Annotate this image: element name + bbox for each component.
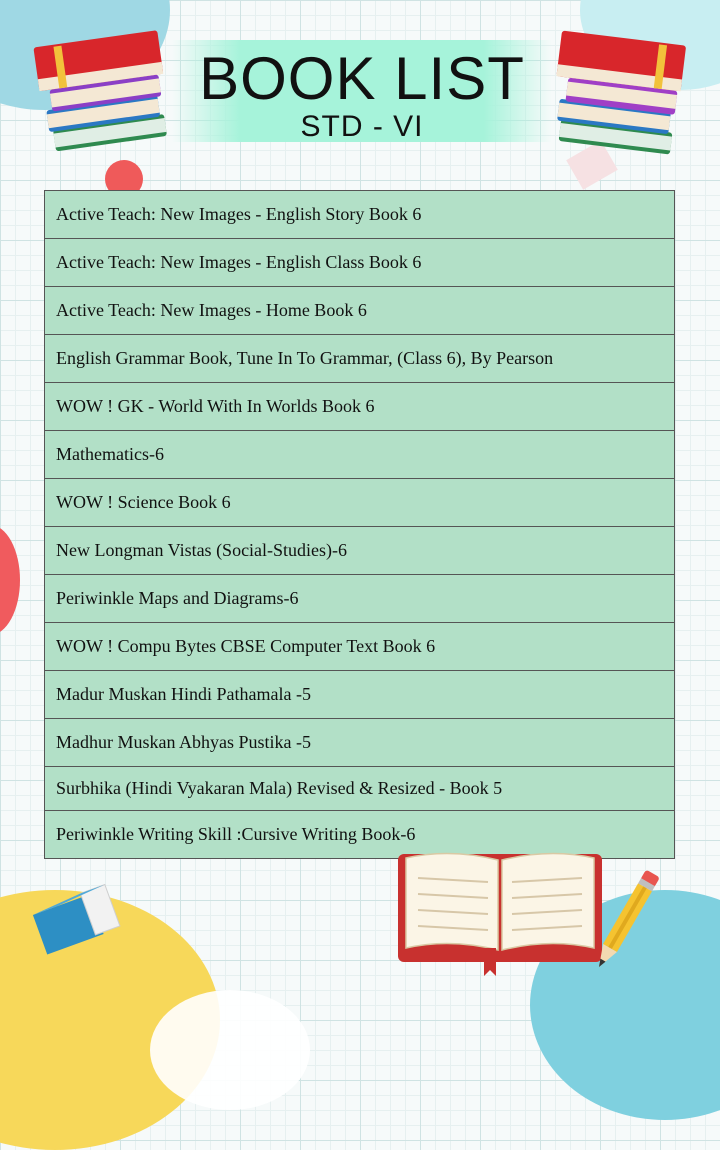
table-row: Periwinkle Writing Skill :Cursive Writing Book-6	[56, 824, 416, 844]
decorative-circle	[0, 525, 20, 635]
book-list-table	[44, 190, 675, 859]
title-banner	[172, 40, 552, 142]
table-row: WOW ! GK - World With In Worlds Book 6	[45, 383, 674, 431]
table-row: Madhur Muskan Abhyas Pustika -5	[45, 719, 674, 767]
table-row: Mathematics-6	[45, 431, 674, 479]
book-stack-icon	[30, 20, 180, 160]
table-row: WOW ! Compu Bytes CBSE Computer Text Book 6	[45, 623, 674, 671]
book-stack-icon	[545, 22, 695, 162]
page-subtitle: STD - VI	[300, 110, 424, 143]
table-row: Active Teach: New Images - Home Book 6	[45, 287, 674, 335]
table-row: WOW ! Science Book 6	[45, 479, 674, 527]
pencil-icon	[585, 862, 665, 982]
table-row: Periwinkle Maps and Diagrams-6	[45, 575, 674, 623]
table-row: Active Teach: New Images - English Class Book 6	[45, 239, 674, 287]
small-book-icon	[28, 882, 128, 962]
table-row: Active Teach: New Images - English Story Book 6	[45, 191, 674, 239]
table-row: Madur Muskan Hindi Pathamala -5	[45, 671, 674, 719]
table-row: English Grammar Book, Tune In To Grammar, (Class 6), By Pearson	[45, 335, 674, 383]
background-blob	[150, 990, 310, 1110]
table-row: Surbhika (Hindi Vyakaran Mala) Revised & Resized - Book 5	[45, 767, 674, 811]
table-row: New Longman Vistas (Social-Studies)-6	[45, 527, 674, 575]
page-title: BOOK LIST	[199, 45, 525, 112]
